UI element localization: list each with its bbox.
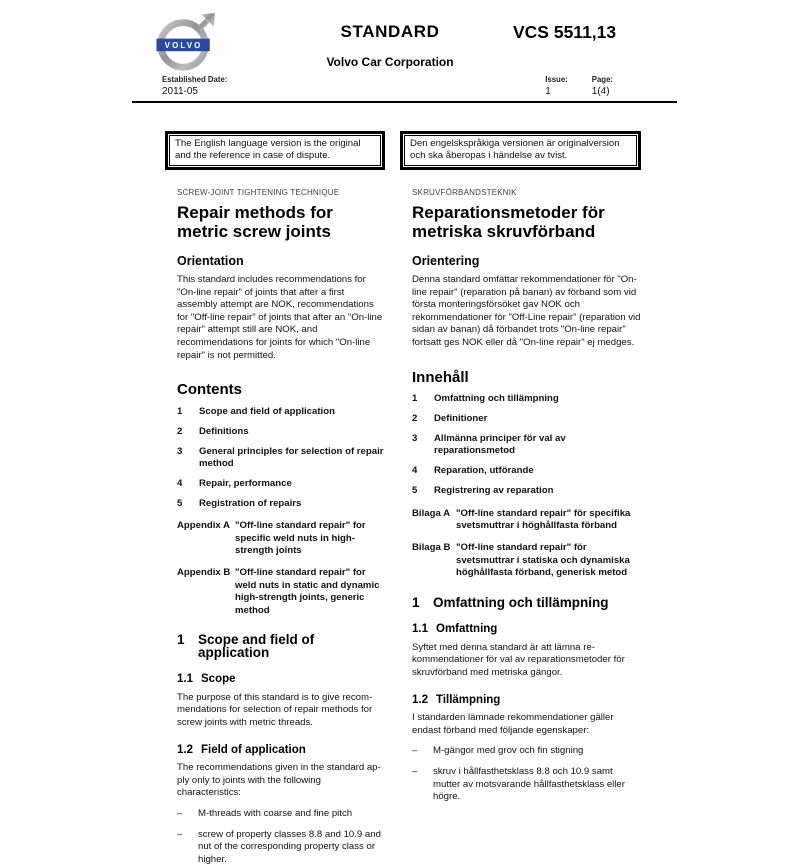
dash-marker: – (412, 745, 418, 757)
appendix-text: "Off-line standard repair" för svetsmuttrar i statiska och dynamiska höghållfasta förband, generisk metod (456, 542, 630, 579)
contents-heading-en: Contents (177, 381, 242, 399)
appendix-item (177, 567, 385, 617)
issue-value: 1 (545, 86, 551, 97)
header-center (232, 10, 513, 69)
issue-block (545, 75, 568, 97)
toc-number: 4 (177, 477, 183, 489)
dash-text: skruv i hållfasthetsklass 8.8 och 10.9 samt mutter av motsvarande hållfasthetsklass eller högre. (433, 765, 625, 803)
subsection-number: 1.1 (177, 673, 193, 686)
dash-marker: – (412, 765, 418, 777)
toc-item (177, 498, 385, 510)
appendix-item (177, 520, 385, 557)
document-header (132, 10, 677, 74)
toc-item (177, 446, 385, 471)
dash-text: screw of property classes 8.8 and 10.9 and nut of the corresponding property class or higher. (198, 828, 381, 865)
orientation-paragraph-en: This standard includes recommendations for "On-line repair" of joints that after a first assembly attempt are NOK, recommendations for "Off-line repair" of joints that after an "On-line repair" attempt still are NOK, and recommendations for joints for which "On-line repair" is not permitted. (177, 274, 383, 361)
dash-list-item (412, 766, 641, 804)
appendix-text: "Off-line standard repair" for weld nuts in static and dynamic high-strength joints, generic method (235, 567, 380, 616)
dash-list-item (412, 745, 641, 758)
column-swedish (400, 187, 641, 866)
toc-number: 3 (177, 445, 183, 457)
document-number: VCS 5511,13 (513, 22, 617, 42)
volvo-arrow-shaft (199, 21, 208, 30)
column-english (165, 187, 385, 866)
title-line: Reparationsmetoder för (412, 203, 605, 223)
section-1-1-paragraph-en: The purpose of this standard is to give recommendations for selection of repair methods for screw joints with metric threads. (177, 691, 373, 728)
appendix-text: "Off-line standard repair" för specifika svetsmuttrar i höghållfasta förband (456, 507, 631, 531)
table-of-contents-sv (412, 393, 641, 579)
toc-text: Reparation, utförande (434, 465, 534, 477)
notice-english: The English language version is the original and the reference in case of dispute. (165, 131, 385, 170)
document-title-en (177, 204, 385, 241)
toc-text: Registrering av reparation (434, 485, 554, 497)
section-number: 1 (177, 632, 185, 648)
established-date-label: Established Date: (162, 75, 228, 84)
toc-number: 2 (177, 425, 183, 437)
toc-text: Allmänna principer för val av reparationsmetod (434, 432, 566, 457)
toc-number: 4 (412, 465, 418, 477)
document-type-title: STANDARD (340, 22, 440, 41)
dash-text: M-threads with coarse and fine pitch (198, 807, 353, 819)
dash-list-item (177, 808, 385, 821)
section-title: Omfattning och tillämpning (433, 594, 609, 610)
toc-number: 5 (412, 485, 418, 497)
page-block (592, 75, 613, 97)
discipline-label-en: SCREW-JOINT TIGHTENING TECHNIQUE (177, 187, 340, 197)
appendix-label: Appendix B (177, 567, 231, 579)
appendix-text: "Off-line standard repair" for specific weld nuts in high-strength joints (235, 520, 366, 556)
toc-item (412, 393, 641, 405)
toc-text: Omfattning och tillämpning (434, 393, 559, 405)
section-1-heading-sv (412, 594, 641, 610)
toc-item (412, 465, 641, 477)
toc-text: Scope and field of application (199, 405, 335, 417)
company-name: Volvo Car Corporation (326, 55, 454, 69)
toc-text: General principles for selection of repair method (199, 445, 384, 469)
toc-item (177, 426, 385, 438)
toc-item (177, 406, 385, 418)
dash-text: M-gängor med grov och fin stigning (433, 745, 584, 757)
section-1-1-paragraph-sv: Syftet med denna standard är att lämna rekommendationer för val av reparationsmetoder för skruvförband med metriska gängor. (412, 641, 625, 678)
page-value: 1(4) (591, 86, 610, 97)
toc-item (412, 413, 641, 425)
toc-number: 3 (412, 432, 418, 444)
issue-page-block (545, 75, 613, 97)
section-1-2-paragraph-en: The recommendations given in the standard apply only to joints with the following characteristics: (177, 762, 381, 799)
subsection-number: 1.1 (412, 623, 428, 636)
table-of-contents-en (177, 406, 385, 617)
established-date-block (162, 75, 227, 97)
dash-marker: – (177, 828, 183, 840)
toc-text: Repair, performance (199, 477, 292, 489)
discipline-label-sv: SKRUVFÖRBANDSTEKNIK (412, 187, 517, 197)
subsection-number: 1.2 (177, 743, 193, 756)
document-title-sv (412, 204, 641, 241)
subsection-title: Omfattning (436, 623, 498, 636)
subsection-number: 1.2 (412, 693, 428, 706)
section-1-2-heading-sv (412, 694, 641, 707)
section-1-2-heading-en (177, 744, 385, 757)
toc-number: 5 (177, 497, 183, 509)
established-date-value: 2011-05 (162, 86, 198, 97)
notice-swedish: Den engelskspråkiga versionen är originalversion och ska åberopas i händelse av tvist. (400, 131, 641, 170)
toc-item (412, 485, 641, 497)
appendix-label: Bilaga B (412, 542, 451, 554)
appendix-item (412, 542, 641, 579)
section-title: Scope and field of application (198, 632, 315, 660)
section-1-2-paragraph-sv: I standarden lämnade rekommendationer gäller endast förband med följande egenskaper: (412, 712, 614, 736)
title-line: metriska skruvförband (412, 221, 596, 241)
orientation-paragraph-sv: Denna standard omfattar rekommendationer för "On-line repair" (reparation på banan) av förband som vid första monteringsförsöket gav NOK och rekommendationer för "Off-Line repair" (reparation vid sidan av banan) då förbandet trots "On-line repair" fortsatt ges NOK eller då "On-line repair" ej medges. (412, 274, 641, 348)
section-1-1-heading-sv (412, 623, 641, 636)
document-body (165, 131, 677, 866)
volvo-wordmark: VOLVO (164, 41, 203, 51)
toc-text: Registration of repairs (199, 497, 302, 509)
title-line: Repair methods for (177, 203, 333, 223)
section-1-1-heading-en (177, 673, 385, 686)
section-1-heading-en (177, 634, 385, 659)
subsection-title: Scope (201, 673, 236, 686)
orientation-heading-en: Orientation (177, 254, 244, 269)
subsection-title: Field of application (201, 743, 306, 756)
volvo-logo (132, 10, 232, 74)
toc-text: Definitions (199, 425, 249, 437)
header-divider (132, 101, 677, 103)
section-number: 1 (412, 594, 420, 610)
issue-label: Issue: (545, 75, 568, 84)
toc-text: Definitioner (434, 413, 488, 425)
document-content (132, 0, 677, 866)
contents-heading-sv: Innehåll (412, 368, 469, 386)
dash-list-item (177, 829, 385, 866)
volvo-iron-mark-icon (155, 10, 217, 74)
subsection-title: Tillämpning (436, 693, 501, 706)
appendix-label: Bilaga A (412, 507, 451, 519)
orientation-heading-sv: Orientering (412, 254, 480, 269)
toc-number: 2 (412, 413, 418, 425)
dash-marker: – (177, 807, 183, 819)
appendix-item (412, 508, 641, 533)
page-label: Page: (591, 75, 613, 84)
title-line: metric screw joints (177, 221, 332, 241)
toc-item (177, 478, 385, 490)
appendix-label: Appendix A (177, 520, 230, 532)
toc-item (412, 433, 641, 458)
toc-number: 1 (177, 405, 183, 417)
toc-number: 1 (412, 393, 418, 405)
document-meta-row (132, 75, 677, 97)
